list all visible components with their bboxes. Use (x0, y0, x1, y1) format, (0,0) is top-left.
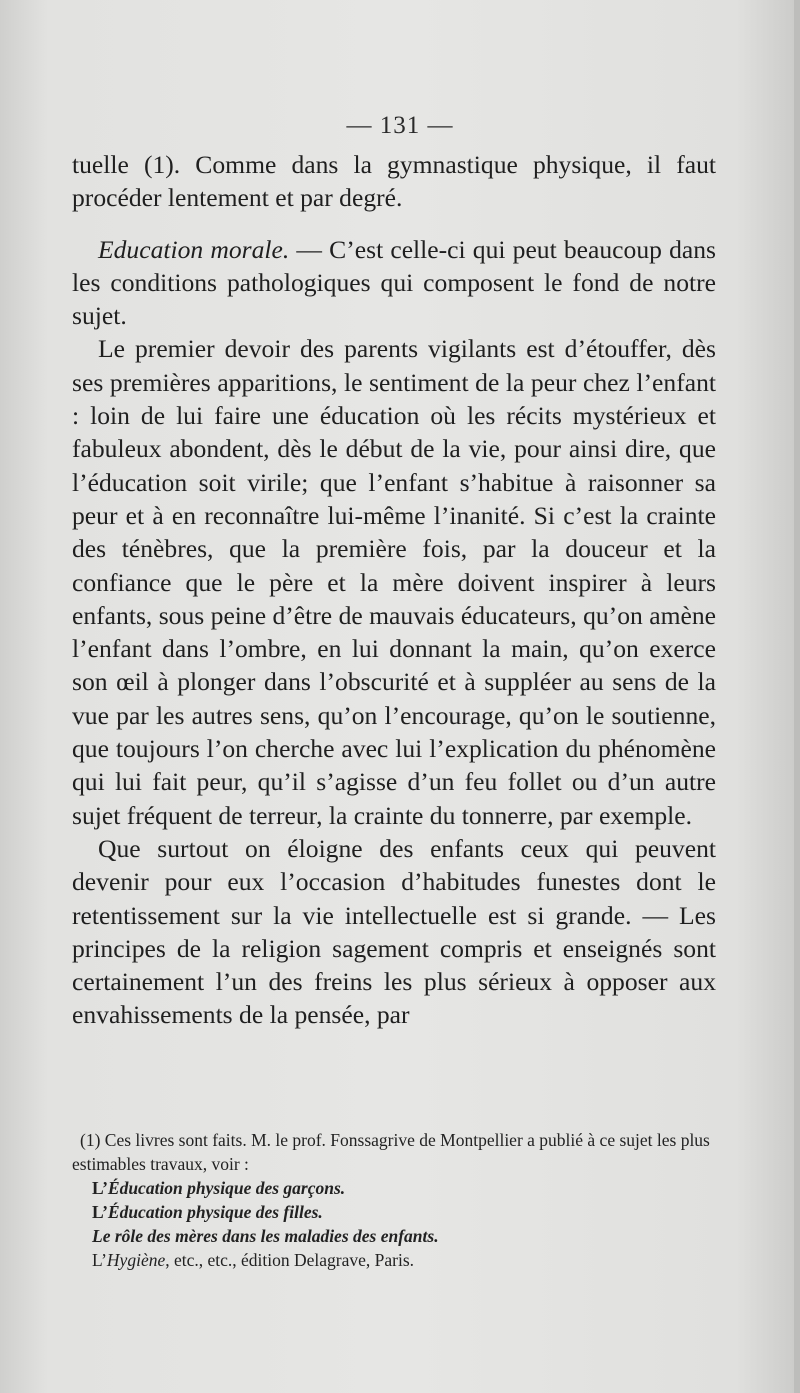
footnote-item-last: L’Hygiène, etc., etc., édition Delagrave, Paris. (92, 1250, 415, 1270)
book-title: Éducation physique des filles. (107, 1202, 323, 1222)
paragraph-que-surtout: Que surtout on éloigne des enfants ceux qui peuvent devenir pour eux l’occasion d’habitudes funestes dont le retentissement sur la vie intellectuelle est si grande. — Les principes de la religion sagement compris et enseignés sont certainement l’un des freins les plus sérieux à opposer aux envahissements de la pensée, par (72, 833, 716, 1030)
footnote-item (72, 1224, 722, 1248)
book-title: Éducation physique des garçons. (107, 1178, 346, 1198)
paragraph-text: — C’est celle-ci qui peut beaucoup dans les conditions pathologiques qui composent le fond de notre sujet. (72, 234, 716, 331)
footnote-intro: (1) Ces livres sont faits. M. le prof. Fonssagrive de Montpellier a publié à ce sujet les plus estimables travaux, voir : (72, 1130, 710, 1174)
footnote (72, 1128, 722, 1272)
paragraph-continuation: tuelle (1). Comme dans la gymnastique physique, il faut procéder lentement et par degré. (72, 150, 716, 213)
paragraph-premier-devoir: Le premier devoir des parents vigilants est d’étouffer, dès ses premières apparitions, le sentiment de la peur chez l’enfant : loin de lui faire une éducation où les récits mystérieux et fabuleux abondent, dès le début de la vie, pour ainsi dire, que l’éducation soit virile; que l’enfant s’habitue à raisonner sa peur et à en reconnaître lui-même l’inanité. Si c’est la crainte des ténèbres, que la première fois, par la douceur et la confiance que le père et la mère doivent inspirer à leurs enfants, sous peine d’être de mauvais éducateurs, qu’on amène l’enfant dans l’ombre, en lui donnant la main, qu’on exerce son œil à plonger dans l’obscurité et à suppléer au sens de la vue par les autres sens, qu’on l’encourage, qu’on le soutienne, que toujours l’on cherche avec lui l’explication du phénomène qui lui fait peur, qu’il s’agisse d’un feu follet ou d’un autre sujet fréquent de terreur, la crainte du tonnerre, par exemple. (72, 334, 716, 830)
footnote-item: L’Éducation physique des garçons. (92, 1178, 346, 1198)
page-number: — 131 — (346, 112, 454, 139)
publisher-text: , etc., etc., édition Delagrave, Paris. (165, 1250, 415, 1270)
paragraph-education-morale (72, 233, 716, 333)
scan-edge (794, 0, 800, 1393)
book-title: Hygiène (106, 1250, 166, 1270)
book-title: Le rôle des mères dans les maladies des enfants. (92, 1226, 439, 1246)
footnote-item: L’Éducation physique des filles. (92, 1202, 323, 1222)
section-heading: Education morale. (98, 234, 290, 264)
main-text (72, 148, 716, 1032)
